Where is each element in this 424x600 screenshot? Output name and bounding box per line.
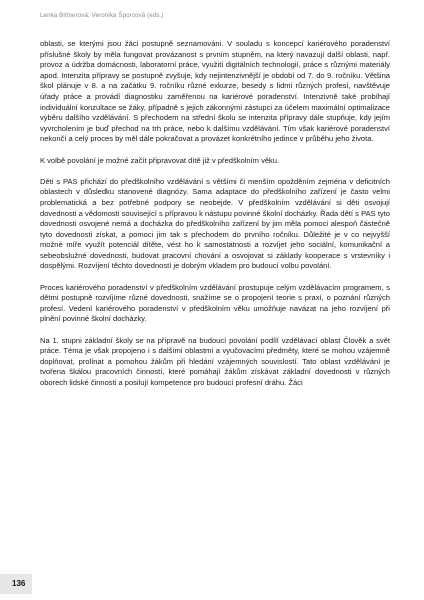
paragraph-4: Proces kariérového poradenství v předškolním vzdělávání prostupuje celým vzdělávacím programem, s dětmi postupně rozvíjíme různé dovednosti, snažíme se o propojení teorie s praxí, o poznání různých profesí. Vedení kariérového poradenství v předškolním věku umožňuje navázat na jeho rozvíjení při plnění povinné školní docházky. [40, 282, 390, 324]
paragraph-5: Na 1. stupni základní školy se na přípravě na budoucí povolání podílí vzdělávací oblast Člověk a svět práce. Téma je však propojeno i s dalšími oblastmi a vyučovacími předměty, které se mohou vzájemně doplňovat, prolínat a pomohou žákům při hledání vzájemných souvislostí. Tato oblast vzdělávání je tvořena škálou pracovních činností, které pomáhají žákům získávat základní dovednosti v různých oborech lidské činnosti a posilují kompetence pro budoucí profesní dráhu. Žáci [40, 335, 390, 387]
page-number: 136 [12, 579, 26, 588]
running-header-authors: Lenka Bittnerová, Veronika Šporcová (eds.) [40, 12, 164, 19]
paragraph-1: oblasti, se kterými jsou žáci postupně seznamováni. V souladu s koncepcí kariérového poradenství příslušné školy by měla fungovat provázanost s prvním stupněm, na který navazují další oblasti, např. provoz a údržba domácnosti, laboratorní práce, využití digitálních technologií, práce s různými materiály apod. Intenzita přípravy se postupně zvyšuje, kdy nejintenzivnější je období od 7. do 9. ročníku. Většina škol plánuje v 8. a na začátku 9. ročníku různé exkurze, besedy s lidmi různých profesí, navštěvuje úřady práce a provádí diagnostiku zaměřenou na kariérové poradenství. Intenzivně také probíhají individuální konzultace se žáky, případně s jejich zákonnými zástupci za účelem maximální optimalizace výběru dalšího vzdělávání. S přechodem na střední školu se intenzita přípravy dále stupňuje, kdy jejím vyvrcholením je buď přechod na trh práce, nebo k dalšímu vzdělávání. Tím však kariérové poradenství nekončí a celý proces by měl dále pokračovat a provázet konkrétního jedince v průběhu jeho života. [40, 39, 390, 144]
paragraph-3: Děti s PAS přichází do předškolního vzdělávání s většími či menším opožděním zejména v deficitních oblastech v důsledku stanovené diagnózy. Sama adaptace do předškolního zařízení je často velmi problematická a bez potřebné podpory se neobejde. V předškolním vzdělávání si děti osvojují dovednosti a vědomosti související s přípravou k nástupu povinné školní docházky. Řada dětí s PAS tyto dovednosti osvojené nemá a docházka do předškolního zařízení by jim měla pomoci alespoň částečně tyto dovednosti získat, a pomoci jim tak s přechodem do prvního ročníku. Důležité je v co nejvyšší možné míře využít potenciál dítěte, vést ho k samostatnosti a rozvíjet jeho sociální, komunikační a sebeobslužné dovednosti, budovat pracovní chování a osvojovat si základy kooperace s vrstevníky i dospělými. Rozvíjení těchto dovedností je dobrým vkladem pro budoucí volbu povolání. [40, 176, 390, 271]
paragraph-2: K volbě povolání je možné začít připravovat dítě již v předškolním věku. [40, 155, 280, 165]
body-text [40, 39, 390, 389]
